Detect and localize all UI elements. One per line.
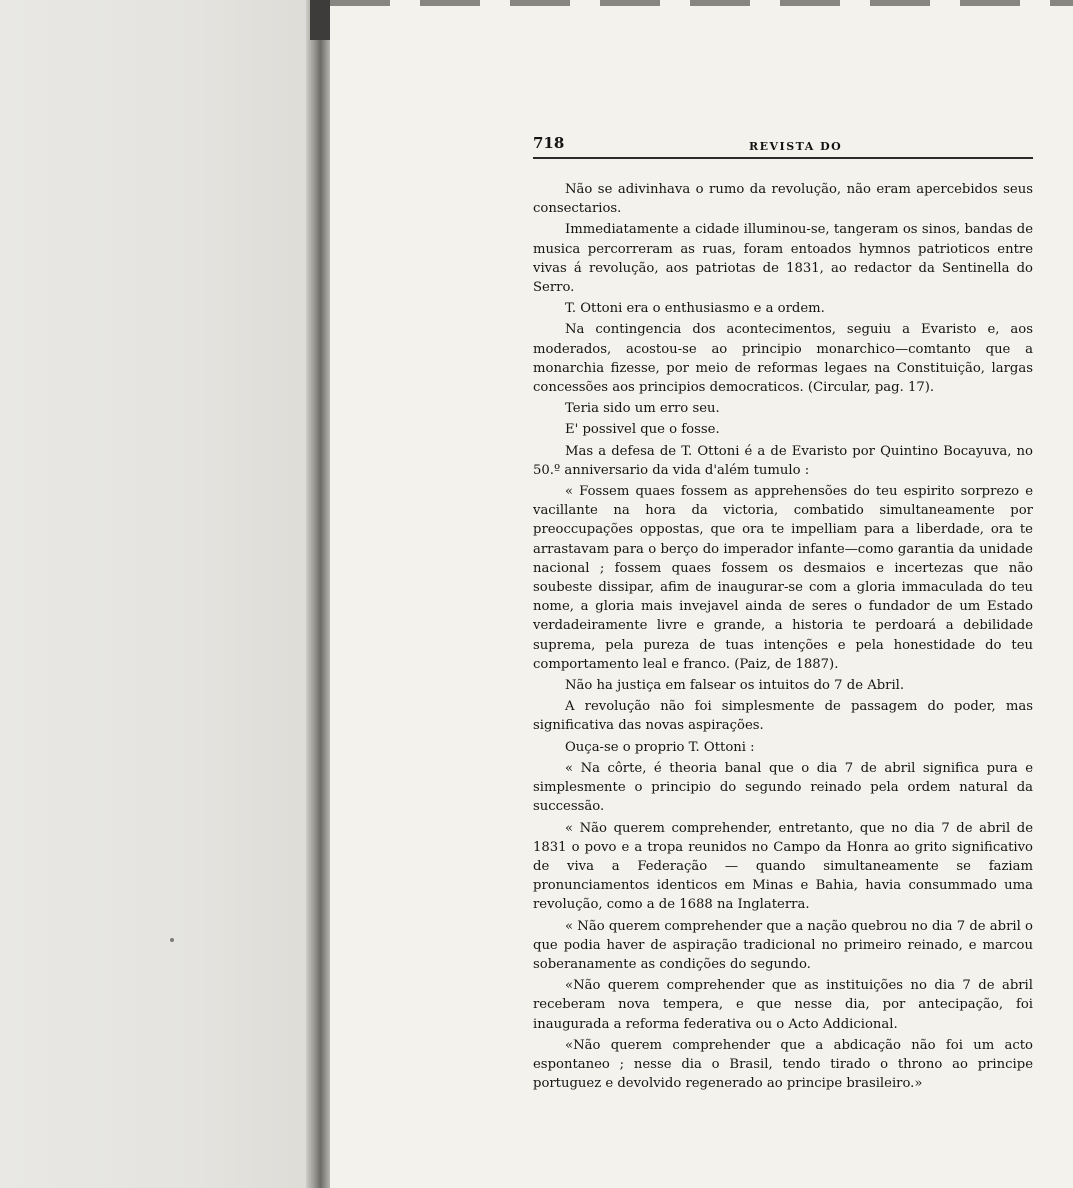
header-rule xyxy=(533,157,1033,159)
paragraph: Mas a defesa de T. Ottoni é a de Evaristo por Quintino Bocayuva, no 50.º anniversario da vida d'além tumulo : xyxy=(533,443,1033,478)
paragraph: A revolução não foi simplesmente de passagem do poder, mas significativa das novas aspirações. xyxy=(533,699,1033,734)
paragraph: Teria sido um erro seu. xyxy=(565,401,720,417)
page-top-edge xyxy=(330,0,1073,6)
paragraph: « Não querem comprehender que a nação quebrou no dia 7 de abril o que podia haver de aspiração tradicional no primeiro reinado, e marcou soberanamente as condições do segundo. xyxy=(533,918,1033,972)
paragraph: Não se adivinhava o rumo da revolução, não eram apercebidos seus consectarios. xyxy=(533,182,1033,217)
paragraph: E' possivel que o fosse. xyxy=(565,422,720,438)
paragraph: «Não querem comprehender que as instituições no dia 7 de abril receberam nova tempera, e que nesse dia, por antecipação, foi inaugurada a reforma federativa ou o Acto Addicional. xyxy=(533,978,1033,1032)
paragraph: Ouça-se o proprio T. Ottoni : xyxy=(565,739,755,755)
paragraph: T. Ottoni era o enthusiasmo e a ordem. xyxy=(565,301,825,317)
paragraph: « Não querem comprehender, entretanto, que no dia 7 de abril de 1831 o povo e a tropa reunidos no Campo da Honra ao grito significativo de viva a Federação — quando simultaneamente se faziam pronunciamentos identicos em Minas e Bahia, havia consummado uma revolução, como a de 1688 na Inglaterra. xyxy=(533,820,1033,913)
paragraph: Na contingencia dos acontecimentos, seguiu a Evaristo e, aos moderados, acostou-se ao principio monarchico—comtanto que a monarchia fizesse, por meio de reformas legaes na Constituição, largas concessões aos principios democraticos. (Circular, pag. 17). xyxy=(533,322,1033,396)
body-text xyxy=(533,180,1033,1095)
spine-dark-edge xyxy=(310,0,330,40)
paragraph: «Não querem comprehender que a abdicação não foi um acto espontaneo ; nesse dia o Brasil, tendo tirado o throno ao principe portuguez e devolvido regenerado ao principe brasileiro.» xyxy=(533,1037,1033,1092)
page-number: 718 xyxy=(533,134,565,152)
paragraph: Immediatamente a cidade illuminou-se, tangeram os sinos, bandas de musica percorreram as ruas, foram entoados hymnos patrioticos entre vivas á revolução, aos patriotas de 1831, ao redactor da Sentinella do Serro. xyxy=(533,222,1033,296)
scan-gutter xyxy=(0,0,330,1188)
book-spine-shadow xyxy=(306,0,330,1188)
paragraph: « Na côrte, é theoria banal que o dia 7 de abril significa pura e simplesmente o principio do segundo reinado pela ordem natural da successão. xyxy=(533,760,1033,815)
paragraph: « Fossem quaes fossem as apprehensões do teu espirito sorprezo e vacillante na hora da victoria, combatido simultaneamente por preoccupações oppostas, que ora te impelliam para a liberdade, ora te arrastavam para o berço do imperador infante—como garantia da unidade nacional ; fossem quaes fossem os desmaios e incertezas que não soubeste dissipar, afim de inaugurar-se com a gloria immaculada do teu nome, a gloria mais invejavel ainda de seres o fundador de um Estado verdadeiramente livre e grande, a historia te perdoará a debilidade suprema, pela pureza de tuas intenções e pela honestidade do teu comportamento leal e franco. (Paiz, de 1887). xyxy=(533,484,1033,672)
paragraph: Não ha justiça em falsear os intuitos do 7 de Abril. xyxy=(565,678,905,694)
page-header xyxy=(533,134,1033,156)
running-head: REVISTA DO xyxy=(749,140,843,153)
scan-speck xyxy=(170,938,174,942)
